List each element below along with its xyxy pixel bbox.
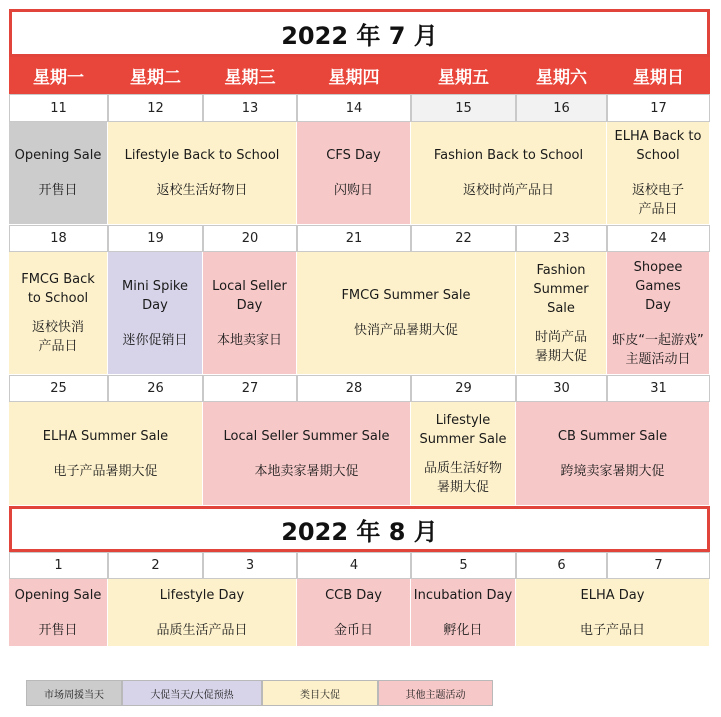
event-cn: 电子产品暑期大促 — [53, 463, 158, 479]
event-en: Mini Spike Day — [122, 278, 188, 313]
date-cell: 19 — [108, 225, 203, 252]
event-cell — [9, 252, 108, 375]
date-cell: 21 — [297, 225, 411, 252]
weekday-sat: 星期六 — [516, 57, 607, 94]
august-title: 2022 年 8 月 — [9, 506, 710, 552]
date-cell: 6 — [516, 552, 607, 579]
event-en: CB Summer Sale — [557, 428, 668, 444]
date-cell: 29 — [411, 375, 516, 402]
event-en: CFS Day — [326, 148, 381, 163]
july-title: 2022 年 7 月 — [9, 9, 710, 57]
event-cell — [203, 252, 297, 375]
event-cn: 金币日 — [333, 622, 373, 638]
event-en: Lifestyle Day — [159, 587, 245, 603]
weekday-sun: 星期日 — [607, 57, 710, 94]
date-cell: 17 — [607, 94, 710, 122]
weekday-tue: 星期二 — [108, 57, 203, 94]
event-cell — [297, 252, 516, 375]
event-cn: 本地卖家日 — [216, 332, 282, 348]
event-cn: 品质生活产品日 — [156, 622, 248, 638]
date-cell: 15 — [411, 94, 516, 122]
date-cell: 14 — [297, 94, 411, 122]
event-cell — [203, 402, 411, 506]
event-en: CCB Day — [325, 587, 382, 603]
event-en: Lifestyle Summer Sale — [419, 412, 507, 447]
event-cn: 本地卖家暑期大促 — [254, 463, 359, 479]
event-cell — [516, 579, 710, 647]
event-cn: 开售日 — [38, 183, 78, 198]
event-en: Shopee Games Day — [633, 259, 683, 313]
weekday-mon: 星期一 — [9, 57, 108, 94]
event-cn: 虾皮“一起游戏” 主题活动日 — [612, 332, 704, 367]
legend-market-day: 市场周援当天 — [26, 680, 122, 706]
date-cell: 20 — [203, 225, 297, 252]
date-cell: 5 — [411, 552, 516, 579]
event-en: ELHA Summer Sale — [42, 428, 169, 444]
event-cell — [411, 579, 516, 647]
event-cn: 孵化日 — [443, 622, 483, 638]
date-cell: 13 — [203, 94, 297, 122]
event-en: Local Seller Day — [212, 278, 287, 313]
legend-big-promo: 大促当天/大促预热 — [122, 680, 262, 706]
event-cn: 闪购日 — [333, 183, 373, 198]
date-cell: 12 — [108, 94, 203, 122]
event-en: FMCG Back to School — [21, 272, 95, 306]
date-cell: 30 — [516, 375, 607, 402]
date-cell: 1 — [9, 552, 108, 579]
event-cell — [607, 252, 710, 375]
event-cell — [516, 252, 607, 375]
date-cell: 26 — [108, 375, 203, 402]
event-cn: 跨境卖家暑期大促 — [560, 463, 665, 479]
weekday-thu: 星期四 — [297, 57, 411, 94]
event-en: Opening Sale — [14, 148, 102, 163]
date-cell: 18 — [9, 225, 108, 252]
date-cell: 11 — [9, 94, 108, 122]
date-cell: 22 — [411, 225, 516, 252]
weekday-wed: 星期三 — [203, 57, 297, 94]
event-cn: 快消产品暑期大促 — [353, 323, 458, 338]
date-cell: 24 — [607, 225, 710, 252]
legend-other-theme: 其他主题活动 — [378, 680, 493, 706]
event-cell — [9, 122, 108, 225]
event-cell — [297, 122, 411, 225]
event-cn: 返校快消 产品日 — [31, 320, 84, 354]
date-cell: 16 — [516, 94, 607, 122]
event-cn: 开售日 — [38, 622, 78, 638]
date-cell: 28 — [297, 375, 411, 402]
event-cell — [516, 402, 710, 506]
date-cell: 4 — [297, 552, 411, 579]
event-en: Opening Sale — [14, 587, 102, 603]
date-cell: 31 — [607, 375, 710, 402]
event-cell — [108, 122, 297, 225]
event-cn: 迷你促销日 — [122, 332, 188, 348]
event-en: Local Seller Summer Sale — [223, 428, 390, 444]
event-cn: 时尚产品 暑期大促 — [534, 329, 587, 364]
event-en: ELHA Back to School — [614, 129, 702, 163]
date-cell: 27 — [203, 375, 297, 402]
event-cell — [297, 579, 411, 647]
legend-category-sale: 类目大促 — [262, 680, 378, 706]
event-cell — [411, 122, 607, 225]
event-cn: 返校时尚产品日 — [462, 183, 554, 198]
date-cell: 3 — [203, 552, 297, 579]
weekday-fri: 星期五 — [411, 57, 516, 94]
event-cell — [9, 402, 203, 506]
date-cell: 7 — [607, 552, 710, 579]
event-cn: 品质生活好物 暑期大促 — [423, 460, 502, 495]
event-en: Incubation Day — [413, 587, 513, 603]
event-cell — [108, 579, 297, 647]
event-en: Fashion Summer Sale — [533, 262, 589, 316]
event-en: Fashion Back to School — [433, 148, 584, 163]
event-cn: 电子产品日 — [579, 622, 645, 638]
event-cell — [411, 402, 516, 506]
event-cn: 返校生活好物日 — [156, 183, 248, 198]
date-cell: 2 — [108, 552, 203, 579]
event-cn: 返校电子 产品日 — [631, 183, 684, 217]
date-cell: 25 — [9, 375, 108, 402]
date-cell: 23 — [516, 225, 607, 252]
event-cell — [108, 252, 203, 375]
event-en: Lifestyle Back to School — [124, 148, 280, 163]
event-en: FMCG Summer Sale — [341, 288, 471, 303]
event-cell — [9, 579, 108, 647]
event-cell — [607, 122, 710, 225]
event-en: ELHA Day — [580, 587, 645, 603]
